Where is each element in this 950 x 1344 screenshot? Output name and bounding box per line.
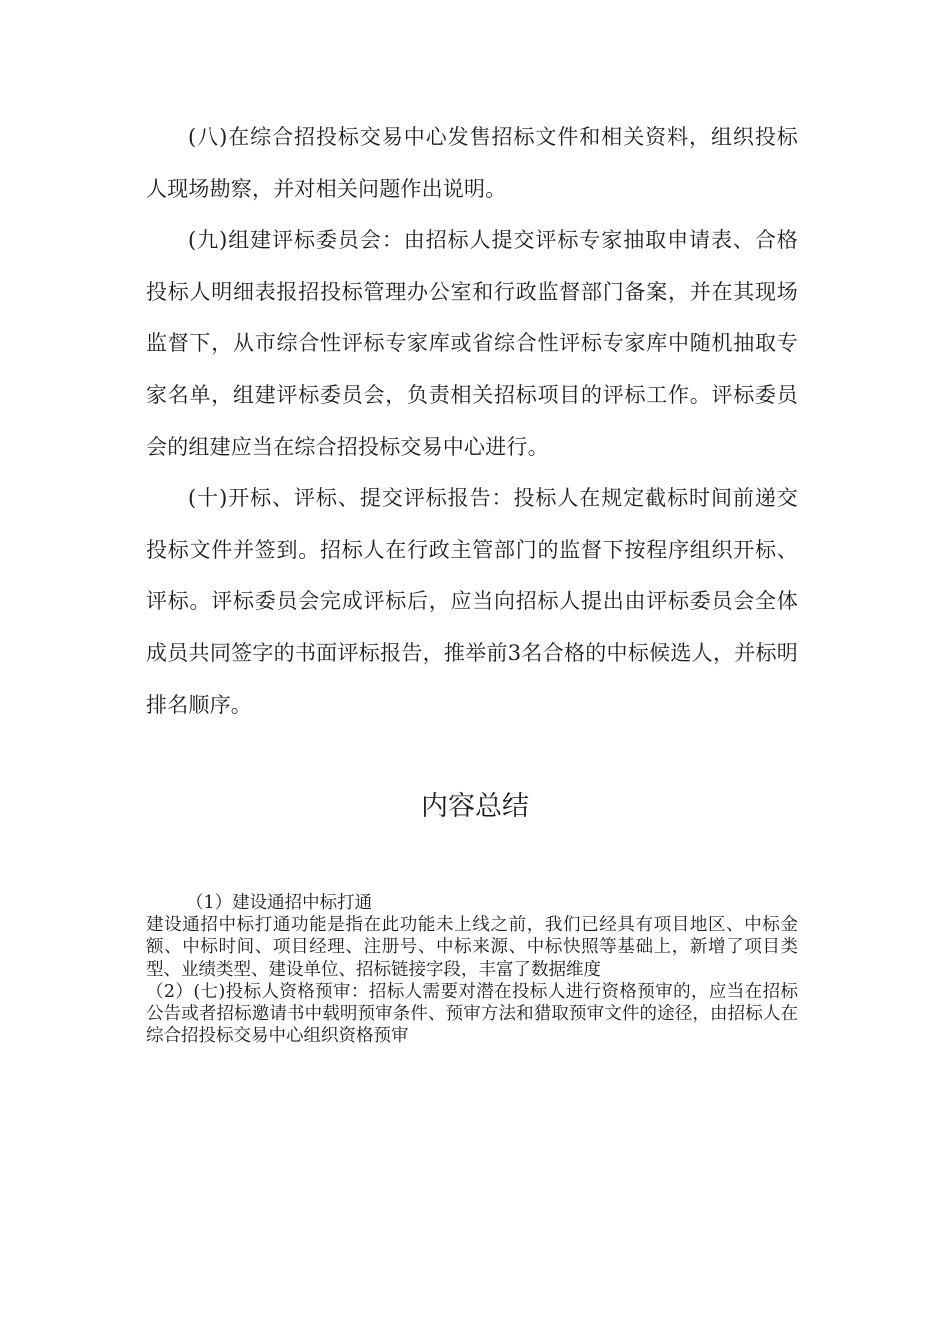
paragraph-10: (十)开标、评标、提交评标报告：投标人在规定截标时间前递交投标文件并签到。招标人在行政主管部门的监督下按程序组织开标、评标。评标委员会完成评标后，应当向招标人提出由评标委员会全体成员共同签字的书面评标报告，推举前3名合格的中标候选人，并标明排名顺序。 <box>146 486 798 717</box>
summary-item-1-title: （1）建设通招中标打通 <box>186 893 373 913</box>
body-text <box>146 112 798 731</box>
paragraph-9: (九)组建评标委员会：由招标人提交评标专家抽取申请表、合格投标人明细表报招投标管理办公室和行政监督部门备案，并在其现场监督下，从市综合性评标专家库或省综合性评标专家库中随机抽取专家名单，组建评标委员会，负责相关招标项目的评标工作。评标委员会的组建应当在综合招投标交易中心进行。 <box>146 228 798 459</box>
summary-item-1-body: 建设通招中标打通功能是指在此功能未上线之前，我们已经具有项目地区、中标金额、中标时间、项目经理、注册号、中标来源、中标快照等基础上，新增了项目类型、业绩类型、建设单位、招标链接字段，丰富了数据维度 <box>146 915 798 980</box>
summary-section <box>146 892 798 1047</box>
summary-item-2: （2）(七)投标人资格预审：招标人需要对潜在投标人进行资格预审的，应当在招标公告或者招标邀请书中载明预审条件、预审方法和猎取预审文件的途径，由招标人在综合招投标交易中心组织资格预审 <box>146 981 798 1047</box>
paragraph-8: (八)在综合招投标交易中心发售招标文件和相关资料，组织投标人现场勘察，并对相关问题作出说明。 <box>146 125 798 201</box>
summary-heading: 内容总结 <box>421 791 529 822</box>
